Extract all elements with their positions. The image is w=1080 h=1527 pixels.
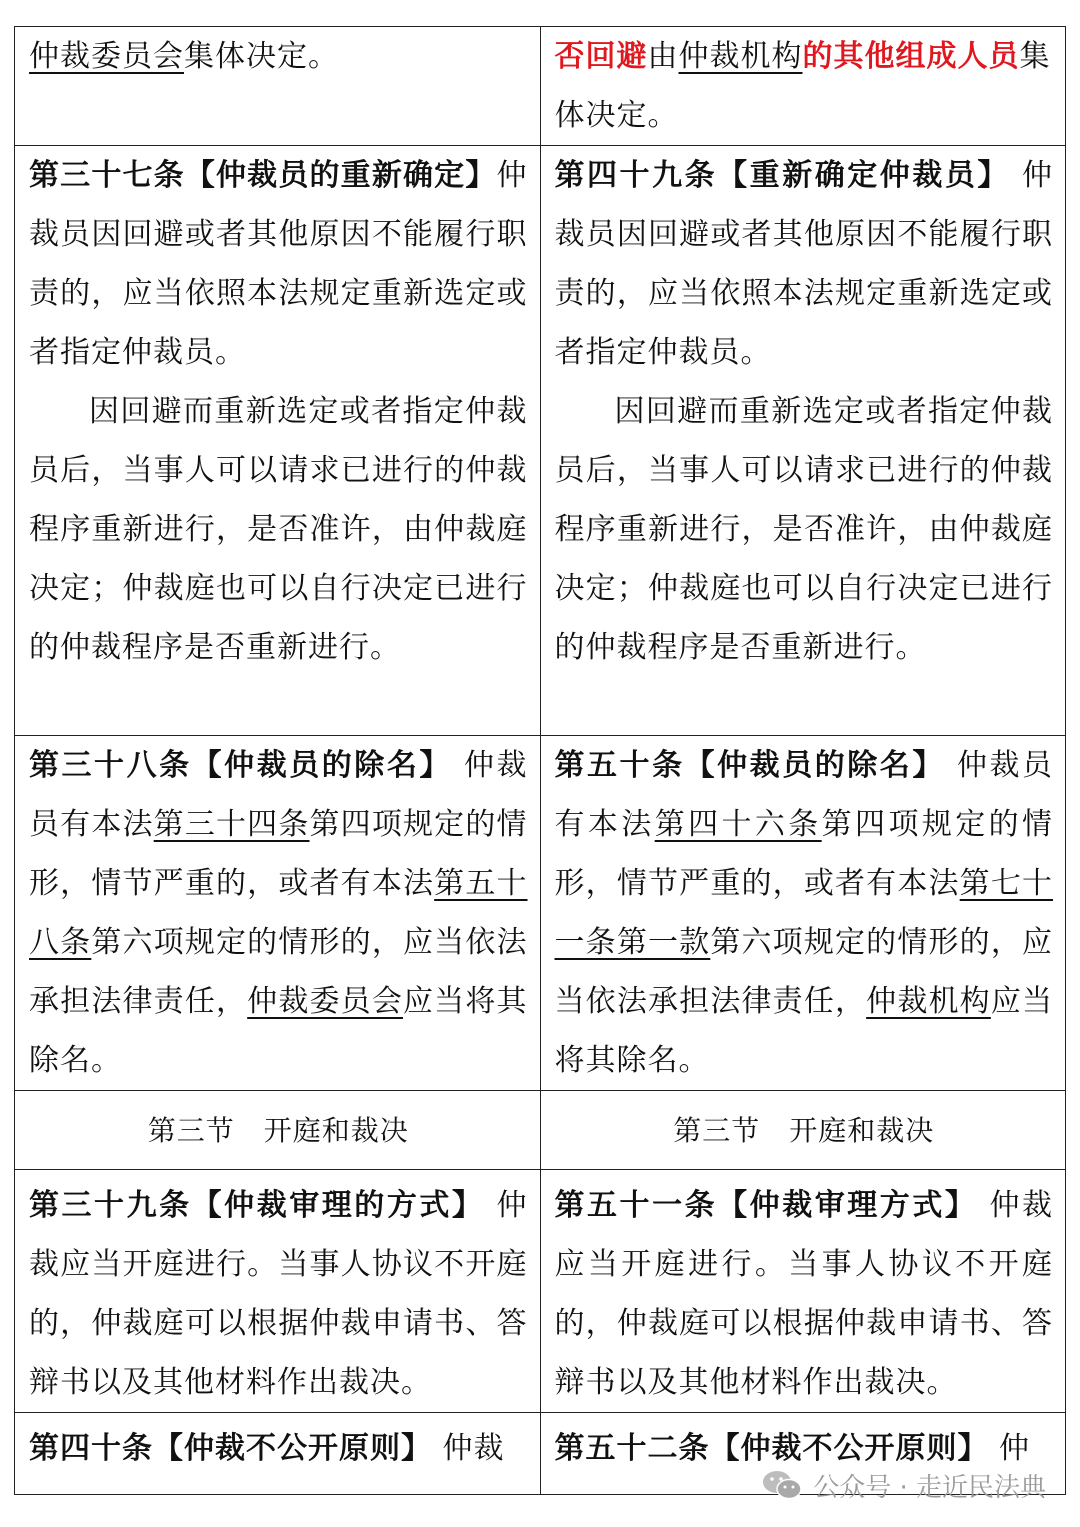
watermark-text: 公众号 · 走近民法典 <box>813 1472 1046 1503</box>
underlined-term: 第五十八条 <box>29 866 528 960</box>
article-heading: 第三十七条【仲裁员的重新确定】 <box>29 158 497 193</box>
article-heading: 第三十九条【仲裁审理的方式】 <box>29 1188 485 1223</box>
article-text: 仲裁员有本法 <box>29 748 528 842</box>
cell-text: 集体决定。 <box>184 39 339 74</box>
cell-right-new-law <box>540 27 1066 146</box>
article-text: 仲裁员有本法 <box>554 748 1054 842</box>
article-heading: 第五十条【仲裁员的除名】 <box>554 748 945 783</box>
underlined-term: 仲裁机构 <box>678 39 803 74</box>
article-text: 第六项规定的情形的，应当依法承担法律责任， <box>29 925 528 1019</box>
underlined-term: 仲裁机构 <box>866 984 991 1019</box>
underlined-term: 仲裁委员会 <box>29 39 184 74</box>
red-highlight-text: 否回避 <box>554 39 648 74</box>
watermark <box>761 1465 1046 1505</box>
red-highlight-text: 的其他组成人员 <box>802 39 1020 74</box>
cell-left-old-law <box>15 1170 541 1413</box>
article-text: 仲裁应当开庭进行。当事人协议不开庭的，仲裁庭可以根据仲裁申请书、答辩书以及其他材料作出裁决。 <box>554 1188 1054 1400</box>
section-title: 第三节 开庭和裁决 <box>540 1091 1066 1170</box>
table-row <box>15 27 1066 146</box>
article-paragraph: 因回避而重新选定或者指定仲裁员后，当事人可以请求已进行的仲裁程序重新进行，是否准许，由仲裁庭决定；仲裁庭也可以自行决定已进行的仲裁程序是否重新进行。 <box>554 394 1053 665</box>
article-text: 仲裁应当开庭进行。当事人协议不开庭的，仲裁庭可以根据仲裁申请书、答辩书以及其他材料作出裁决。 <box>29 1188 528 1400</box>
article-heading: 第三十八条【仲裁员的除名】 <box>29 748 452 783</box>
cell-right-new-law <box>540 736 1066 1091</box>
article-text: 仲 <box>999 1431 1031 1466</box>
article-text: 仲裁员因回避或者其他原因不能履行职责的，应当依照本法规定重新选定或者指定仲裁员。 <box>29 158 528 370</box>
article-text: 第四项规定的情形，情节严重的，或者有本法 <box>554 807 1054 901</box>
table-row <box>15 146 1066 736</box>
article-heading: 第五十一条【仲裁审理方式】 <box>554 1188 978 1223</box>
article-text: 仲裁 <box>442 1431 505 1466</box>
cell-left-old-law <box>15 1413 541 1495</box>
underlined-term: 第七十一条第一款 <box>554 866 1054 960</box>
article-text: 应当将其除名。 <box>554 984 1054 1078</box>
article-text: 第四项规定的情形，情节严重的，或者有本法 <box>29 807 528 901</box>
article-text: 应当将其除名。 <box>29 984 528 1078</box>
wechat-icon <box>761 1468 803 1502</box>
cell-text: 由 <box>647 39 679 74</box>
cell-left-old-law <box>15 736 541 1091</box>
cell-left-old-law <box>15 27 541 146</box>
article-paragraph: 因回避而重新选定或者指定仲裁员后，当事人可以请求已进行的仲裁程序重新进行，是否准许，由仲裁庭决定；仲裁庭也可以自行决定已进行的仲裁程序是否重新进行。 <box>29 394 528 665</box>
table-row <box>15 736 1066 1091</box>
cell-left-old-law <box>15 146 541 736</box>
underlined-term: 第四十六条 <box>654 807 822 842</box>
article-text: 仲裁员因回避或者其他原因不能履行职责的，应当依照本法规定重新选定或者指定仲裁员。 <box>554 158 1054 370</box>
table-row <box>15 1170 1066 1413</box>
cell-right-new-law <box>540 1170 1066 1413</box>
underlined-term: 第三十四条 <box>153 807 310 842</box>
article-heading: 第四十九条【重新确定仲裁员】 <box>554 158 1010 193</box>
section-title: 第三节 开庭和裁决 <box>15 1091 541 1170</box>
article-heading: 第四十条【仲裁不公开原则】 <box>29 1431 432 1466</box>
article-text: 第六项规定的情形的，应当依法承担法律责任， <box>554 925 1054 1019</box>
table-row <box>15 1091 1066 1170</box>
underlined-term: 仲裁委员会 <box>247 984 404 1019</box>
cell-right-new-law <box>540 146 1066 736</box>
article-heading: 第五十二条【仲裁不公开原则】 <box>554 1431 989 1466</box>
comparison-table <box>14 26 1066 1495</box>
cell-text: 集体决定。 <box>554 39 1051 133</box>
